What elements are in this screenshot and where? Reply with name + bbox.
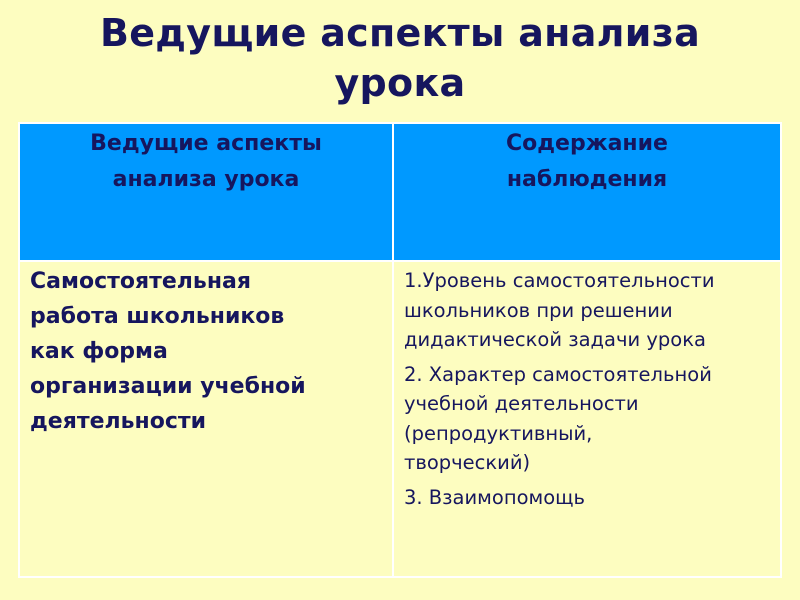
observation-content-cell: [404, 266, 774, 517]
aspect-line: Самостоятельная: [30, 269, 251, 294]
aspect-line: работа школьников: [30, 304, 285, 329]
slide-title: [0, 8, 800, 108]
header-cell-aspects-line-1: Ведущие аспекты: [90, 131, 322, 156]
slide-title-line-2: урока: [334, 61, 466, 105]
observation-line: учебной деятельности: [404, 392, 639, 415]
observation-item-1: [404, 266, 774, 355]
analysis-table: [18, 122, 782, 578]
observation-line: дидактической задачи урока: [404, 328, 706, 351]
observation-line: 2. Характер самостоятельной: [404, 362, 712, 386]
header-cell-content: [394, 126, 780, 198]
header-cell-aspects-line-2: анализа урока: [112, 167, 300, 192]
aspect-line: организации учебной: [30, 374, 306, 399]
aspect-cell: [30, 264, 386, 439]
observation-line: школьников при решении: [404, 298, 673, 322]
observation-item-2: [404, 360, 774, 478]
observation-line: (репродуктивный,: [404, 421, 593, 445]
observation-line: творческий): [404, 451, 531, 474]
observation-line: 1.Уровень самостоятельности: [404, 269, 715, 292]
slide-title-line-1: Ведущие аспекты анализа: [99, 11, 701, 55]
header-cell-aspects: [20, 126, 392, 198]
aspect-line: как форма: [30, 339, 168, 364]
observation-item-3: [404, 483, 774, 513]
header-cell-content-line-2: наблюдения: [506, 167, 668, 192]
observation-line: 3. Взаимопомощь: [404, 485, 585, 509]
header-cell-content-line-1: Содержание: [506, 131, 668, 156]
aspect-line: деятельности: [30, 409, 207, 434]
